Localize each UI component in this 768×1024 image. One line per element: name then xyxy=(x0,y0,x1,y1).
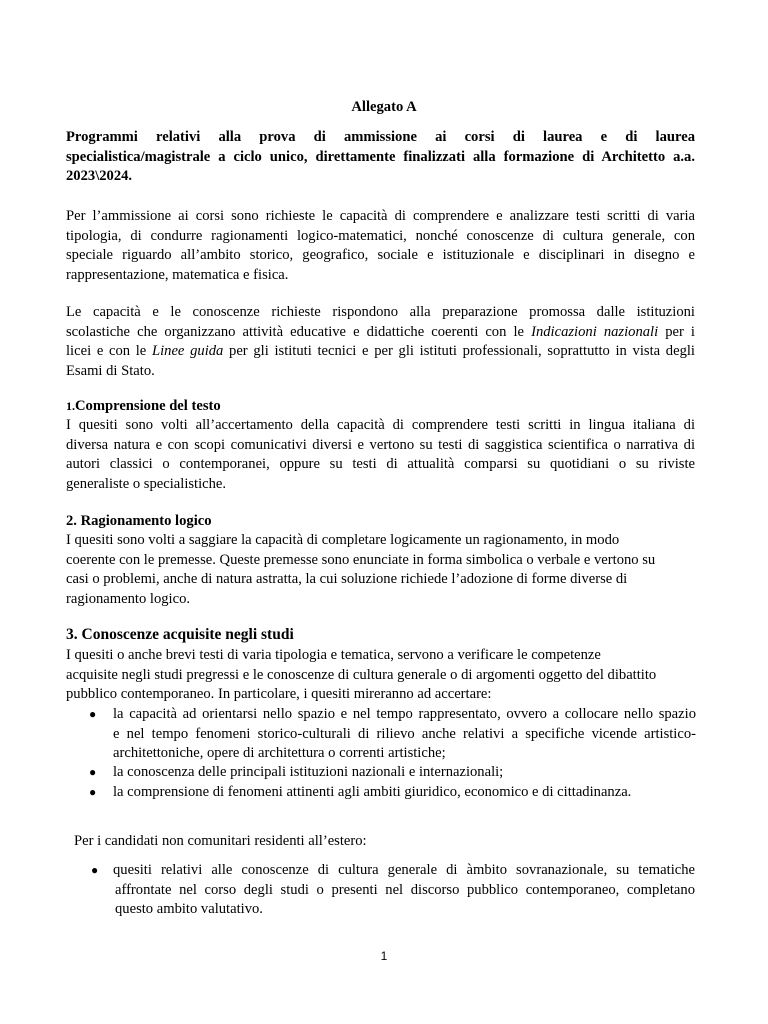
requirements-line: Le capacità e le conoscenze richieste rispondono alla preparazione promossa dalle istituzioni xyxy=(66,304,695,320)
bullet-line: architettoniche, opere di architettura o correnti artistiche; xyxy=(113,745,446,761)
heading-line: 2023\2024. xyxy=(66,168,133,184)
requirements-text: per gli istituti tecnici e per gli istituti professionali, soprattutto in vista degli xyxy=(223,343,695,359)
heading-line: specialistica/magistrale a ciclo unico, direttamente finalizzati alla formazione di Architetto a.a. xyxy=(66,148,695,165)
section-3-title: 3. Conoscenze acquisite negli studi xyxy=(66,626,294,643)
section-1-line: diversa natura e con scopi comunicativi diversi e vertono su testi di saggistica scientifica o narrativa di xyxy=(66,436,695,453)
document-heading xyxy=(66,128,695,187)
indicazioni-nazionali-italic: Indicazioni nazionali xyxy=(531,323,659,340)
section-2-title: 2. Ragionamento logico xyxy=(66,513,212,529)
requirements-paragraph xyxy=(66,303,695,381)
intro-line: Per l’ammissione ai corsi sono richieste le capacità di comprendere e analizzare testi scritti di varia xyxy=(66,208,695,224)
bullet-line: la capacità ad orientarsi nello spazio e nel tempo rappresentato, ovvero a collocare nello spazio xyxy=(113,706,696,722)
intro-line: speciale riguardo all’ambito storico, geografico, sociale e istituzionale e disciplinari in disegno e xyxy=(66,247,695,263)
intro-line: tipologia, di condurre ragionamenti logico-matematici, nonché conoscenze di cultura generale, con xyxy=(66,227,695,244)
requirements-text: per i xyxy=(658,323,695,340)
section-1-title: Comprensione del testo xyxy=(75,398,221,414)
intro-line: rappresentazione, matematica e fisica. xyxy=(66,266,289,283)
section-1-heading xyxy=(66,397,221,417)
section-1-number: 1. xyxy=(66,399,75,413)
requirements-text: licei e con le xyxy=(66,343,152,359)
bullet-icon: ● xyxy=(89,707,97,721)
section-3-bullet-item: la comprensione di fenomeni attinenti agli ambiti giuridico, economico e di cittadinanza. xyxy=(113,784,632,800)
section-2-line: ragionamento logico. xyxy=(66,590,191,607)
heading-line: Programmi relativi alla prova di ammissione ai corsi di laurea e di laurea xyxy=(66,129,695,145)
section-3-line: acquisite negli studi pregressi e le conoscenze di cultura generale o di argomenti oggetto del dibattito xyxy=(66,666,657,683)
section-1-line: autori classici o contemporanei, oppure su testi di attualità comparsi su quotidiani o su riviste xyxy=(66,456,695,472)
non-eu-bullet-item xyxy=(113,861,695,920)
section-1-line: generaliste o specialistiche. xyxy=(66,475,227,492)
non-eu-bullet-line: affrontate nel corso degli studi o presenti nel discorso pubblico contemporaneo, completano xyxy=(115,881,695,898)
section-3-bullet-item xyxy=(113,705,696,764)
section-2-line: coerente con le premesse. Queste premesse sono enunciate in forma simbolica o verbale e vertono su xyxy=(66,551,656,568)
non-eu-bullet-line: questo ambito valutativo. xyxy=(115,901,263,917)
requirements-text: scolastiche che organizzano attività educative e didattiche coerenti con le xyxy=(66,323,532,340)
section-3-body xyxy=(66,646,706,705)
intro-paragraph xyxy=(66,207,695,285)
section-3-bullet-item: la conoscenza delle principali istituzioni nazionali e internazionali; xyxy=(113,764,504,780)
section-1-line: I quesiti sono volti all’accertamento della capacità di comprendere testi scritti in lingua italiana di xyxy=(66,417,695,433)
requirements-line: Esami di Stato. xyxy=(66,362,155,379)
bullet-icon: ● xyxy=(89,765,97,779)
section-1-body xyxy=(66,416,695,494)
non-eu-bullet-line: quesiti relativi alle conoscenze di cultura generale di àmbito sovranazionale, su tematiche xyxy=(113,862,695,878)
section-2-line: I quesiti sono volti a saggiare la capacità di completare logicamente un ragionamento, in modo xyxy=(66,532,620,548)
bullet-icon: ● xyxy=(91,863,99,877)
linee-guida-italic: Linee guida xyxy=(151,343,224,359)
section-2-line: casi o problemi, anche di natura astratta, la cui soluzione richiede l’adozione di forme diverse di xyxy=(66,571,628,587)
page-number: 1 xyxy=(380,949,388,963)
requirements-line xyxy=(66,323,695,343)
bullet-line: e nel tempo fenomeni storico-culturali di rilievo anche relativi a specifiche vicende artistico- xyxy=(113,725,696,742)
section-2-body xyxy=(66,531,706,609)
bullet-icon: ● xyxy=(89,785,97,799)
requirements-line xyxy=(66,342,695,362)
section-3-line: I quesiti o anche brevi testi di varia tipologia e tematica, servono a verificare le competenze xyxy=(66,647,601,663)
section-3-line: pubblico contemporaneo. In particolare, i quesiti mireranno ad accertare: xyxy=(66,686,492,702)
non-eu-intro: Per i candidati non comunitari residenti all’estero: xyxy=(74,833,367,849)
annex-title: Allegato A xyxy=(351,99,417,115)
